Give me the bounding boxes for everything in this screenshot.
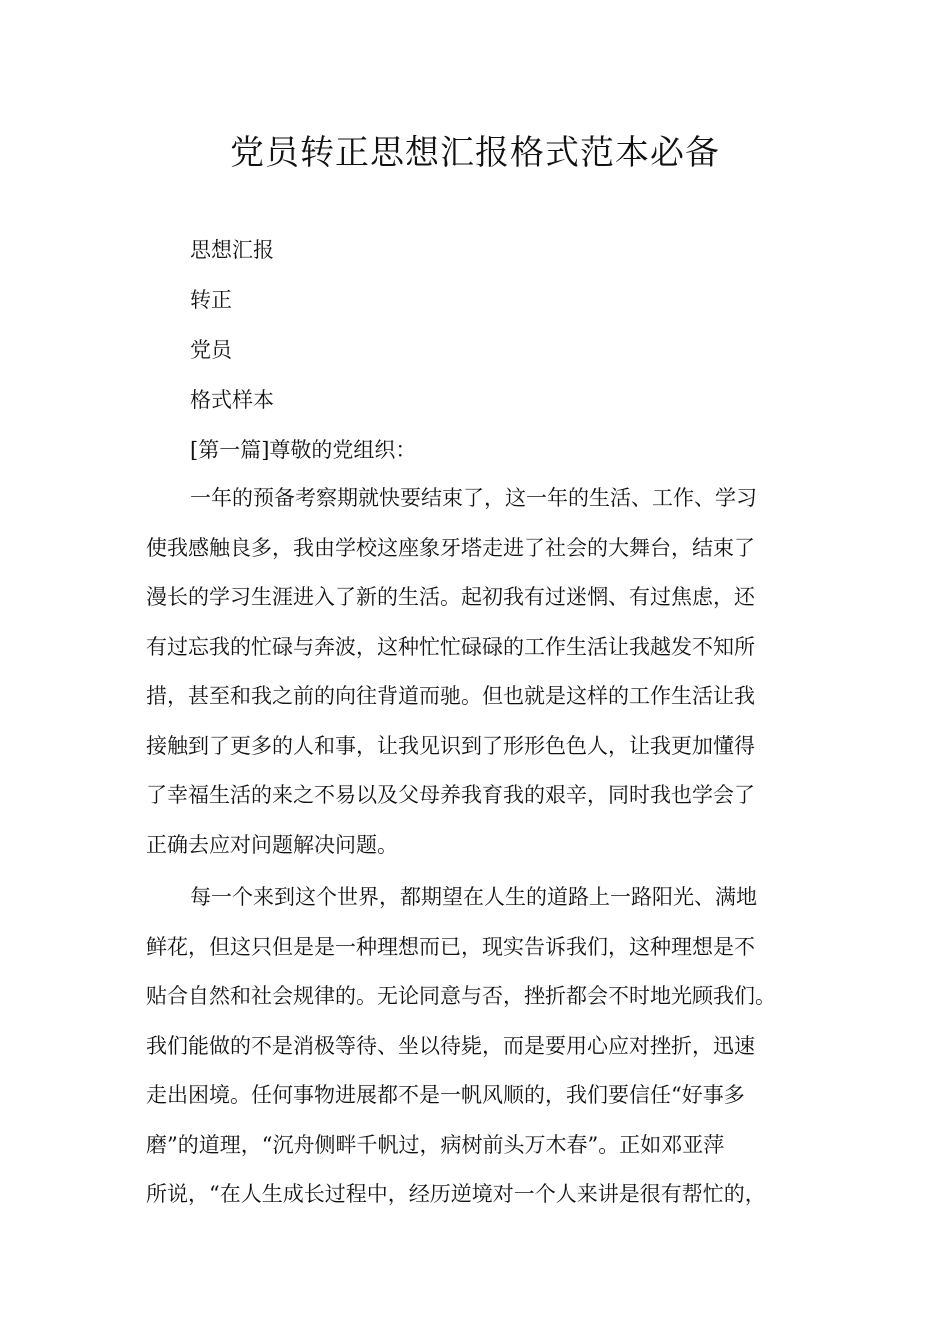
paragraph-line: 有过忘我的忙碌与奔波，这种忙忙碌碌的工作生活让我越发不知所 (146, 634, 755, 659)
paragraph-line: 鲜花，但这只但是是一种理想而已，现实告诉我们，这种理想是不 (146, 934, 755, 959)
paragraph-line: 所说，“在人生成长过程中，经历逆境对一个人来讲是很有帮忙的， (146, 1182, 766, 1206)
document-title: 党员转正思想汇报格式范本必备 (230, 133, 720, 173)
paragraph-line: 走出困境。任何事物进展都不是一帆风顺的，我们要信任“好事多 (146, 1083, 745, 1107)
paragraph-2 (146, 873, 811, 1220)
paragraph-line: 使我感触良多，我由学校这座象牙塔走进了社会的大舞台，结束了 (146, 535, 755, 560)
paragraph-line: 接触到了更多的人和事，让我见识到了形形色色人，让我更加懂得 (146, 733, 755, 758)
paragraph-line: 磨”的道理，“沉舟侧畔千帆过，病树前头万木春”。正如邓亚萍 (146, 1132, 725, 1157)
keyword-ideological-report: 思想汇报 (190, 238, 274, 262)
paragraph-line: 措，甚至和我之前的向往背道而驰。但也就是这样的工作生活让我 (146, 684, 755, 708)
paragraph-line: 贴合自然和社会规律的。无论同意与否，挫折都会不时地光顾我们。 (146, 984, 776, 1008)
keyword-format-sample: 格式样本 (190, 388, 274, 412)
salutation: [第一篇]尊敬的党组织： (190, 438, 417, 462)
keyword-regularization: 转正 (190, 288, 232, 312)
paragraph-line: 一年的预备考察期就快要结束了，这一年的生活、工作、学习 (190, 486, 757, 510)
paragraph-1 (146, 474, 811, 870)
paragraph-line: 正确去应对问题解决问题。 (146, 832, 398, 857)
paragraph-line: 每一个来到这个世界，都期望在人生的道路上一路阳光、满地 (190, 885, 757, 909)
paragraph-line: 漫长的学习生涯进入了新的生活。起初我有过迷惘、有过焦虑，还 (146, 585, 755, 609)
keyword-party-member: 党员 (190, 338, 232, 362)
paragraph-line: 了幸福生活的来之不易以及父母养我育我的艰辛，同时我也学会了 (146, 783, 755, 807)
paragraph-line: 我们能做的不是消极等待、坐以待毙，而是要用心应对挫折，迅速 (146, 1033, 755, 1058)
